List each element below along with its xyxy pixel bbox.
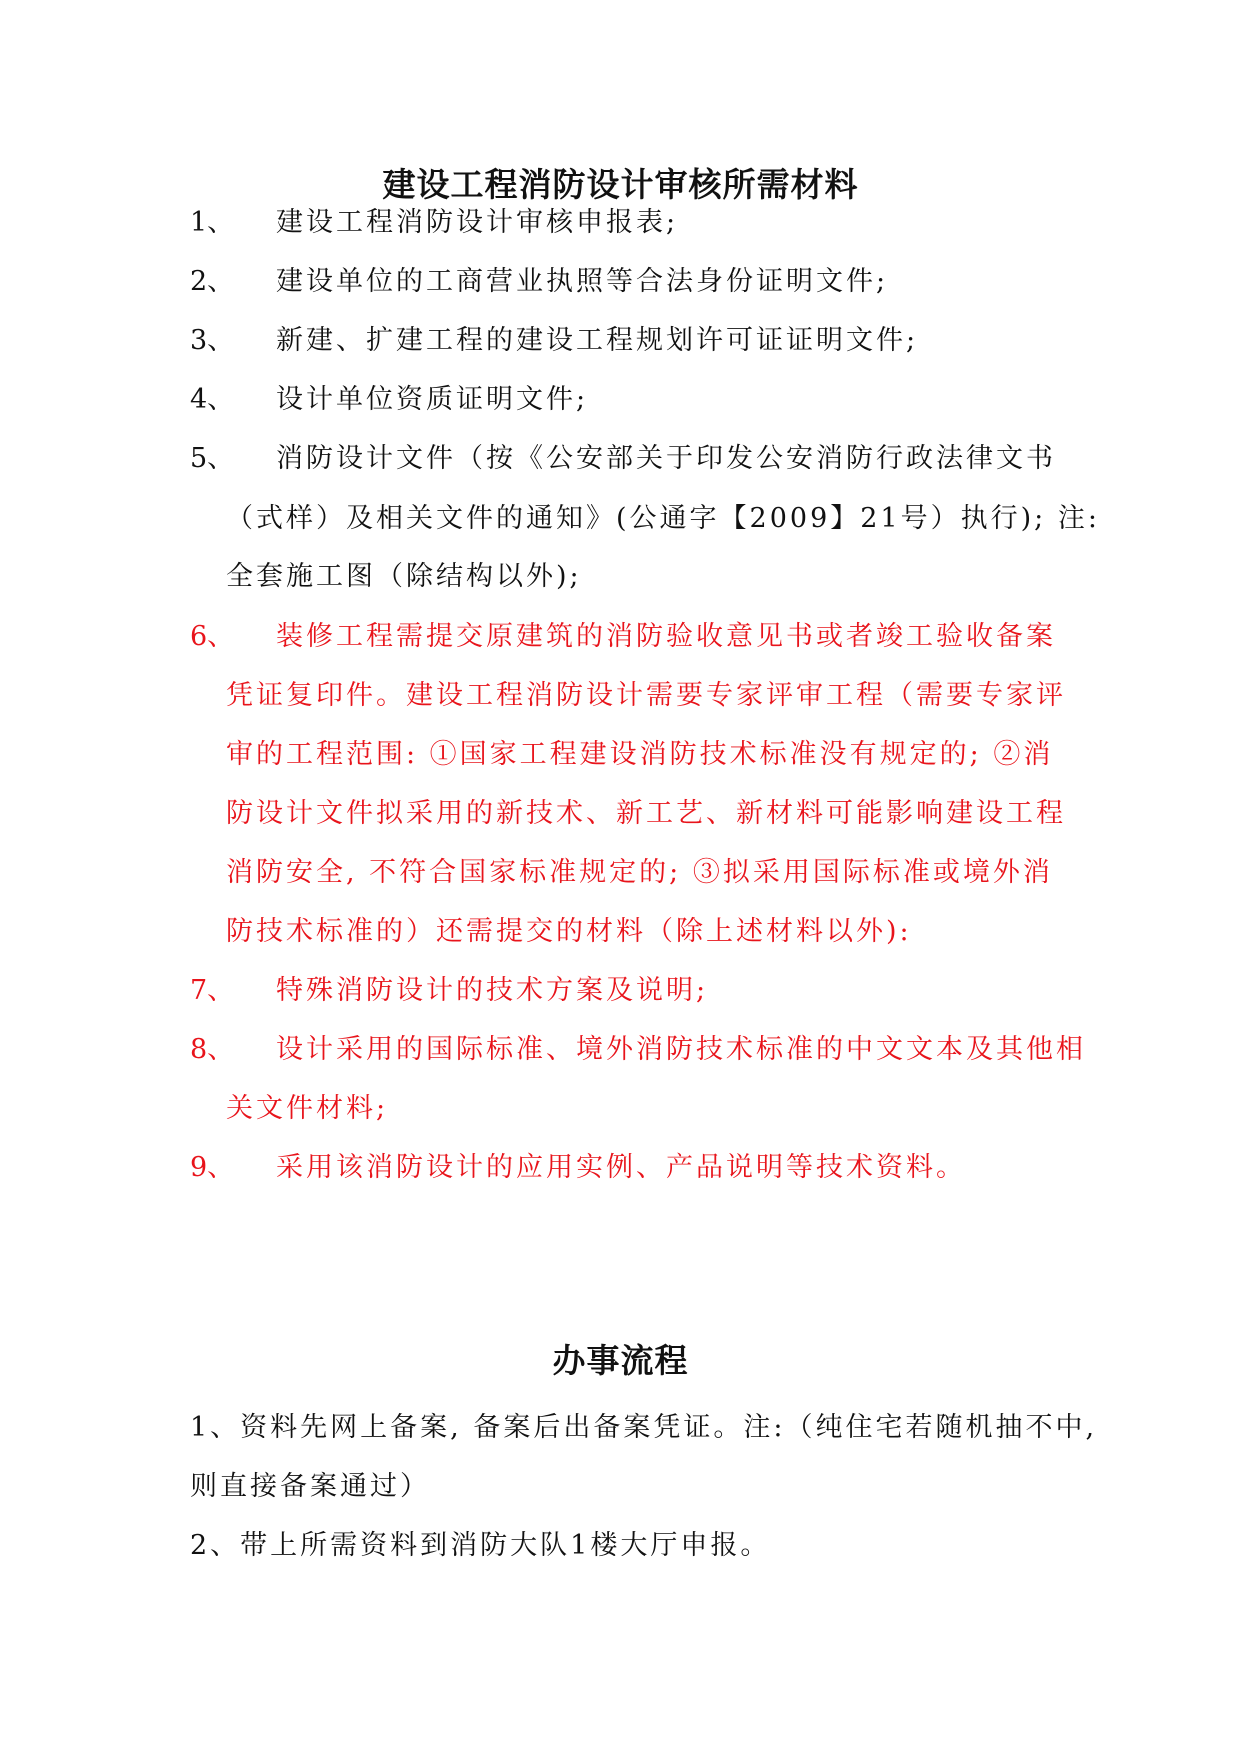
- item-text-line: （式样）及相关文件的通知》(公通字【2009】21号）执行); 注:: [226, 503, 1100, 534]
- item-text-line: 建设单位的工商营业执照等合法身份证明文件;: [276, 266, 889, 297]
- process-title: 办事流程: [552, 1341, 689, 1380]
- item-number: 5、: [190, 443, 235, 474]
- item-text-line: 特殊消防设计的技术方案及说明;: [276, 975, 709, 1006]
- item-text-line: 审的工程范围: ①国家工程建设消防技术标准没有规定的; ②消: [226, 739, 1054, 770]
- item-text-line: 关文件材料;: [226, 1093, 389, 1124]
- process-step-1-line-1: 1、资料先网上备案, 备案后出备案凭证。注:（纯住宅若随机抽不中,: [190, 1412, 1098, 1443]
- item-text-line: 装修工程需提交原建筑的消防验收意见书或者竣工验收备案: [276, 621, 1056, 652]
- item-number: 9、: [190, 1152, 235, 1183]
- item-text-line: 设计采用的国际标准、境外消防技术标准的中文文本及其他相: [276, 1034, 1086, 1065]
- item-text-line: 设计单位资质证明文件;: [276, 384, 589, 415]
- item-number: 8、: [190, 1034, 235, 1065]
- process-step-2: 2、带上所需资料到消防大队1楼大厅申报。: [190, 1530, 771, 1561]
- item-text-line: 凭证复印件。建设工程消防设计需要专家评审工程（需要专家评: [226, 680, 1066, 711]
- document-title: 建设工程消防设计审核所需材料: [382, 165, 859, 204]
- item-text-line: 新建、扩建工程的建设工程规划许可证证明文件;: [276, 325, 919, 356]
- item-number: 7、: [190, 975, 235, 1006]
- item-text-line: 防技术标准的）还需提交的材料（除上述材料以外):: [226, 916, 912, 947]
- item-text-line: 建设工程消防设计审核申报表;: [276, 207, 679, 238]
- item-text-line: 防设计文件拟采用的新技术、新工艺、新材料可能影响建设工程: [226, 798, 1066, 829]
- item-text-line: 采用该消防设计的应用实例、产品说明等技术资料。: [276, 1152, 966, 1183]
- item-text-line: 消防安全, 不符合国家标准规定的; ③拟采用国际标准或境外消: [226, 857, 1053, 888]
- item-text-line: 全套施工图（除结构以外);: [226, 561, 582, 592]
- item-number: 2、: [190, 266, 235, 297]
- item-number: 6、: [190, 621, 235, 652]
- item-number: 1、: [190, 207, 235, 238]
- process-step-1-line-2: 则直接备案通过）: [190, 1471, 430, 1502]
- item-number: 4、: [190, 384, 235, 415]
- item-text-line: 消防设计文件（按《公安部关于印发公安消防行政法律文书: [276, 443, 1056, 474]
- item-number: 3、: [190, 325, 235, 356]
